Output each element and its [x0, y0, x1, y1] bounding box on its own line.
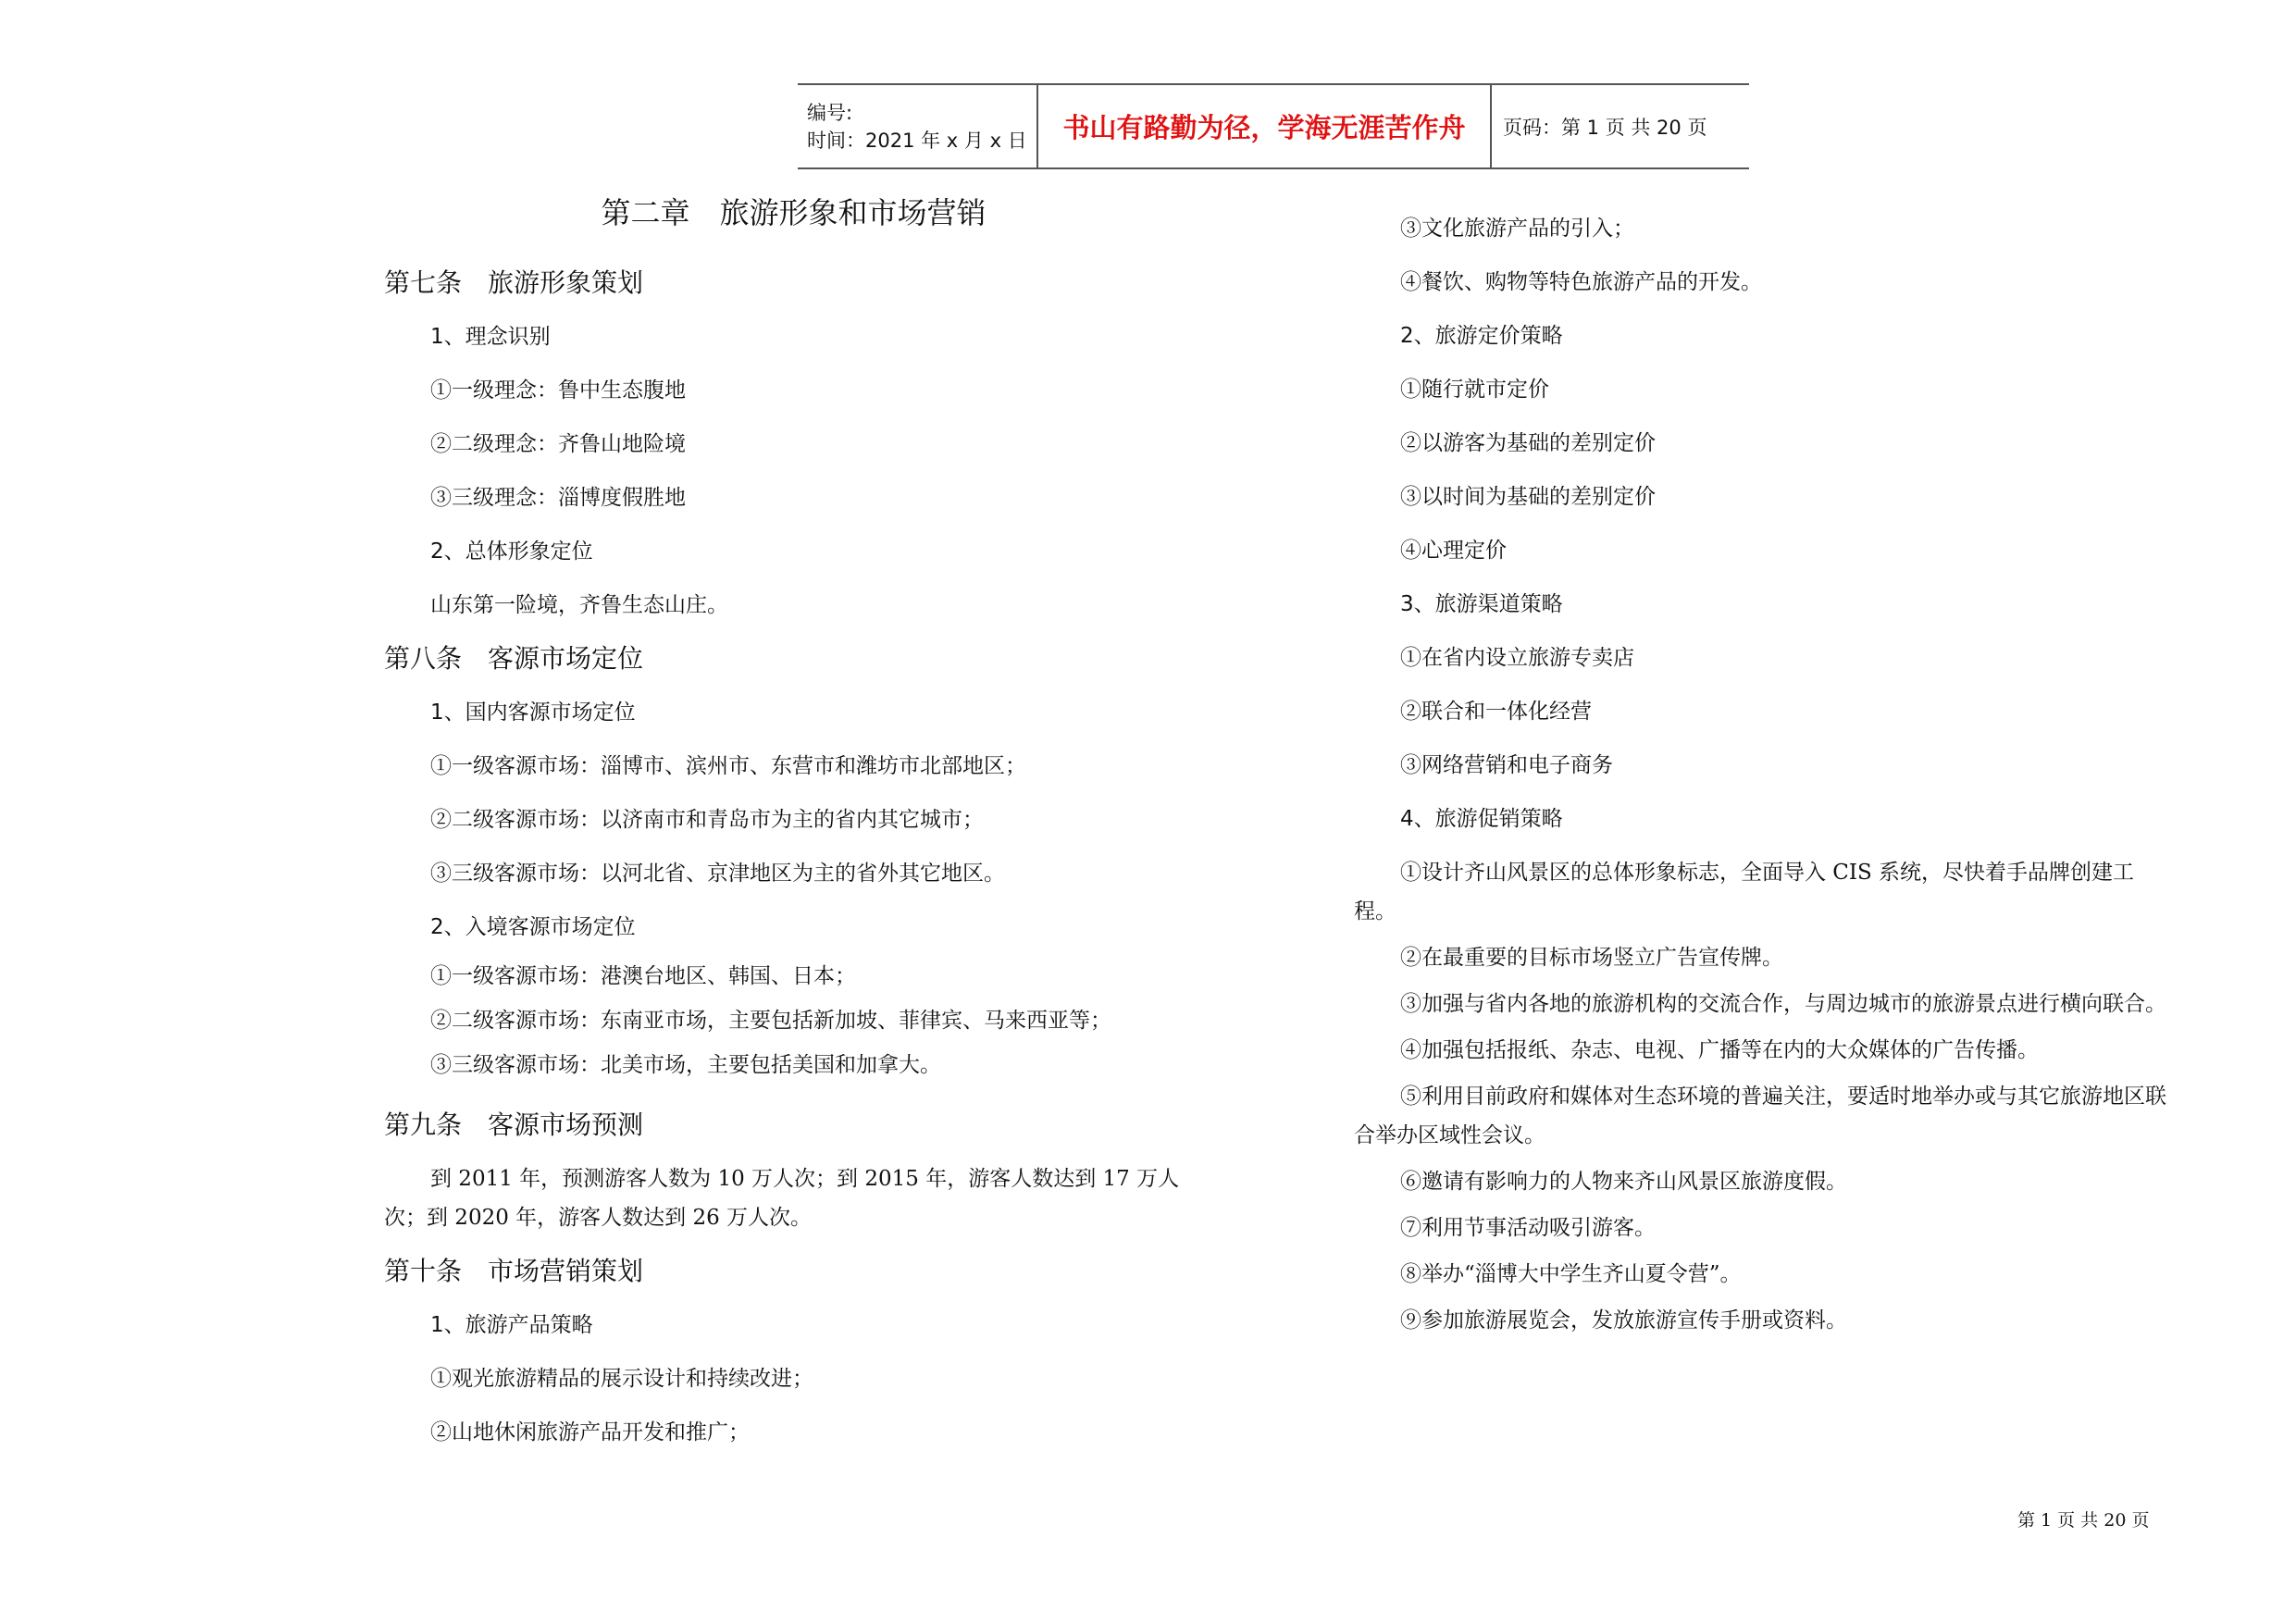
- paragraph: ②在最重要的目标市场竖立广告宣传牌。: [1400, 946, 1783, 970]
- article-8-title: 第八条 客源市场定位: [384, 643, 644, 674]
- paragraph: ⑦利用节事活动吸引游客。: [1400, 1216, 1656, 1240]
- article-10-title: 第十条 市场营销策划: [384, 1256, 644, 1286]
- section-heading: 2、旅游定价策略: [1400, 324, 1563, 348]
- time-label: 时间：2021 年 x 月 x 日: [807, 129, 1027, 152]
- paragraph: ⑨参加旅游展览会，发放旅游宣传手册或资料。: [1400, 1308, 1847, 1333]
- list-item: ②以游客为基础的差别定价: [1400, 431, 1656, 455]
- header-meta: [798, 85, 1038, 167]
- list-item: ③三级客源市场：以河北省、京津地区为主的省外其它地区。: [430, 862, 1005, 886]
- right-column: [1354, 202, 2168, 1347]
- section-heading: 2、总体形象定位: [430, 539, 593, 564]
- paragraph: ⑧举办“淄博大中学生齐山夏令营”。: [1400, 1262, 1742, 1286]
- list-item: ③网络营销和电子商务: [1400, 753, 1613, 777]
- paragraph: ①设计齐山风景区的总体形象标志，全面导入 CIS 系统，尽快着手品牌创建工程。: [1354, 861, 2135, 924]
- list-item: ②二级客源市场：东南亚市场，主要包括新加坡、菲律宾、马来西亚等；: [430, 1009, 1111, 1033]
- list-item: ①一级客源市场：港澳台地区、韩国、日本；: [430, 964, 856, 988]
- paragraph: ⑥邀请有影响力的人物来齐山风景区旅游度假。: [1400, 1170, 1847, 1194]
- section-heading: 2、入境客源市场定位: [430, 915, 636, 939]
- list-item: ②二级理念：齐鲁山地险境: [430, 432, 686, 456]
- list-item: ①随行就市定价: [1400, 378, 1549, 402]
- list-item: ②联合和一体化经营: [1400, 700, 1592, 724]
- list-item: ③文化旅游产品的引入；: [1400, 217, 1634, 241]
- header-page-label: 页码：第 1 页 共 20 页: [1503, 116, 1707, 139]
- list-item: ②二级客源市场：以济南市和青岛市为主的省内其它城市；: [430, 808, 984, 832]
- list-item: ②山地休闲旅游产品开发和推广；: [430, 1420, 750, 1444]
- list-item: ③三级理念：淄博度假胜地: [430, 486, 686, 510]
- document-header: [798, 83, 1749, 169]
- paragraph: ⑤利用目前政府和媒体对生态环境的普遍关注，要适时地举办或与其它旅游地区联合举办区域性会议。: [1354, 1085, 2166, 1147]
- paragraph: 山东第一险境，齐鲁生态山庄。: [430, 593, 728, 617]
- code-label: 编号:: [807, 101, 853, 124]
- section-heading: 4、旅游促销策略: [1400, 807, 1563, 831]
- left-column: [384, 190, 1203, 1459]
- article-9-title: 第九条 客源市场预测: [384, 1110, 644, 1140]
- section-heading: 1、理念识别: [430, 325, 551, 349]
- list-item: ①一级客源市场：淄博市、滨州市、东营市和潍坊市北部地区；: [430, 754, 1026, 778]
- list-item: ①在省内设立旅游专卖店: [1400, 646, 1634, 670]
- header-motto: 书山有路勤为径，学海无涯苦作舟: [1038, 85, 1492, 167]
- section-heading: 3、旅游渠道策略: [1400, 592, 1563, 616]
- list-item: ①观光旅游精品的展示设计和持续改进；: [430, 1367, 813, 1391]
- paragraph: ④加强包括报纸、杂志、电视、广播等在内的大众媒体的广告传播。: [1400, 1038, 2039, 1062]
- list-item: ④餐饮、购物等特色旅游产品的开发。: [1400, 270, 1762, 294]
- list-item: ①一级理念：鲁中生态腹地: [430, 378, 686, 403]
- list-item: ③三级客源市场：北美市场，主要包括美国和加拿大。: [430, 1053, 941, 1077]
- paragraph: 到 2011 年，预测游客人数为 10 万人次；到 2015 年，游客人数达到 17 万人次；到 2020 年，游客人数达到 26 万人次。: [384, 1167, 1180, 1230]
- page-footer: 第 1 页 共 20 页: [2017, 1510, 2150, 1531]
- article-7-title: 第七条 旅游形象策划: [384, 267, 644, 298]
- section-heading: 1、国内客源市场定位: [430, 700, 636, 725]
- chapter-title: 第二章 旅游形象和市场营销: [601, 195, 987, 230]
- list-item: ④心理定价: [1400, 539, 1507, 563]
- list-item: ③以时间为基础的差别定价: [1400, 485, 1656, 509]
- paragraph: ③加强与省内各地的旅游机构的交流合作，与周边城市的旅游景点进行横向联合。: [1400, 992, 2166, 1016]
- section-heading: 1、旅游产品策略: [430, 1313, 593, 1337]
